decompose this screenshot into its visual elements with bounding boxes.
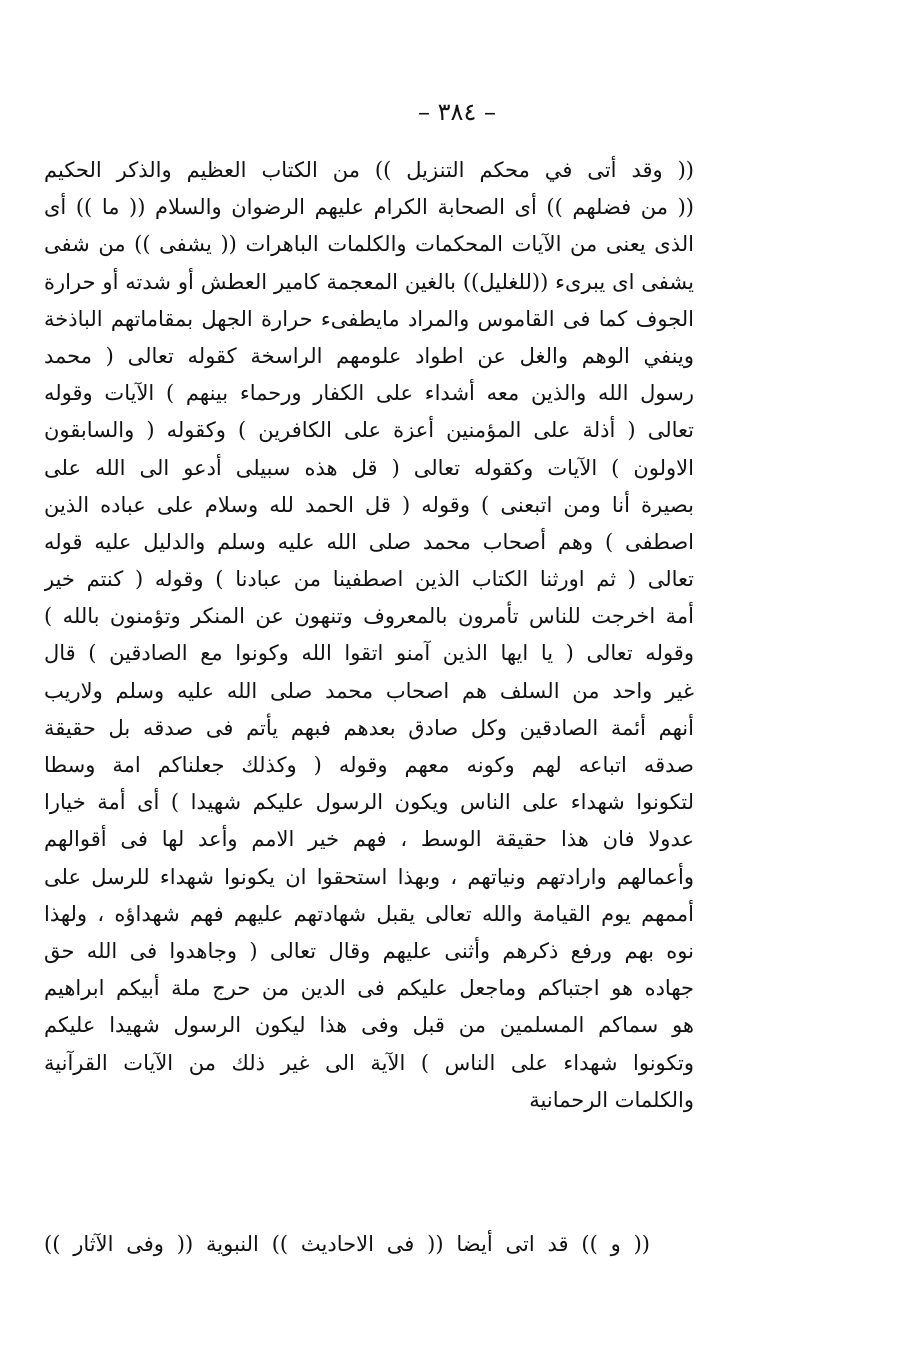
text-line: عدولا فان هذا حقيقة الوسط ، فهم خير الامم وأعد لها فى أقوالهم bbox=[44, 827, 694, 852]
text-line: وقوله تعالى ( يا ايها الذين آمنو اتقوا الله وكونوا مع الصادقين ) قال bbox=[44, 641, 694, 666]
body-text bbox=[44, 152, 694, 1119]
text-line: رسول الله والذين معه أشداء على الكفار ورحماء بينهم ) الآيات وقوله bbox=[44, 381, 694, 406]
text-line: يشفى اى يبرىء ((للغليل)) بالغين المعجمة كامير العطش أو شدته أو حرارة bbox=[44, 269, 694, 294]
text-line: وتكونوا شهداء على الناس ) الآية الى غير ذلك من الآيات القرآنية bbox=[44, 1050, 694, 1075]
text-line: نوه بهم ورفع ذكرهم وأثنى عليهم وقال تعالى ( وجاهدوا فى الله حق bbox=[44, 938, 694, 963]
text-line: (( من فضلهم )) أى الصحابة الكرام عليهم الرضوان والسلام (( ما )) أى bbox=[44, 195, 694, 220]
text-line: أنهم أئمة الصادقين وكل صادق بعدهم فبهم يأتم فى صدقه بل حقيقة bbox=[44, 715, 694, 740]
text-line: (( وقد أتى في محكم التنزيل )) من الكتاب العظيم والذكر الحكيم bbox=[44, 158, 694, 182]
text-line: الجوف كما فى القاموس والمراد مايطفىء حرارة الجهل بمقاماتهم الباذخة bbox=[44, 306, 694, 331]
text-line: لتكونوا شهداء على الناس ويكون الرسول عليكم شهيدا ) أى أمة خيارا bbox=[44, 790, 694, 815]
text-line: هو سماكم المسلمين من قبل وفى هذا ليكون الرسول شهيدا عليكم bbox=[44, 1013, 694, 1038]
text-line: بصيرة أنا ومن اتبعنى ) وقوله ( قل الحمد لله وسلام على عباده الذين bbox=[44, 492, 694, 517]
text-line: جهاده هو اجتباكم وماجعل عليكم فى الدين من حرج ملة أبيكم ابراهيم bbox=[44, 976, 694, 1001]
text-line: تعالى ( أذلة على المؤمنين أعزة على الكافرين ) وكقوله ( والسابقون bbox=[44, 418, 694, 443]
footer-line: (( و )) قد اتى أيضا (( فى الاحاديث )) النبوية (( وفى الآثار )) bbox=[44, 1232, 650, 1256]
page-number: – ٣٨٤ – bbox=[418, 98, 496, 126]
text-line: وينفي الوهم والغل عن اطواد علومهم الراسخة كقوله تعالى ( محمد bbox=[44, 343, 694, 368]
text-line: الاولون ) الآيات وكقوله تعالى ( قل هذه سبيلى أدعو الى الله على bbox=[44, 455, 694, 480]
text-line: الذى يعنى من الآيات المحكمات والكلمات الباهرات (( يشفى )) من شفى bbox=[44, 232, 694, 257]
text-line: وأعمالهم وارادتهم ونياتهم ، وبهذا استحقوا ان يكونوا شهداء للرسل على bbox=[44, 864, 694, 889]
text-line: أممهم يوم القيامة والله تعالى يقبل شهادتهم عليهم فهم شهداؤه ، ولهذا bbox=[44, 901, 694, 926]
text-line: اصطفى ) وهم أصحاب محمد صلى الله عليه وسلم والدليل عليه قوله bbox=[44, 529, 694, 554]
text-line: أمة اخرجت للناس تأمرون بالمعروف وتنهون عن المنكر وتؤمنون بالله ) bbox=[44, 604, 694, 629]
text-line: تعالى ( ثم اورثنا الكتاب الذين اصطفينا من عبادنا ) وقوله ( كنتم خير bbox=[44, 567, 694, 592]
text-line: والكلمات الرحمانية bbox=[529, 1087, 694, 1112]
text-line: صدقه اتباعه لهم وكونه معهم وقوله ( وكذلك جعلناكم امة وسطا bbox=[44, 753, 694, 777]
text-line: غير واحد من السلف هم اصحاب محمد صلى الله عليه وسلم ولاريب bbox=[44, 678, 694, 703]
